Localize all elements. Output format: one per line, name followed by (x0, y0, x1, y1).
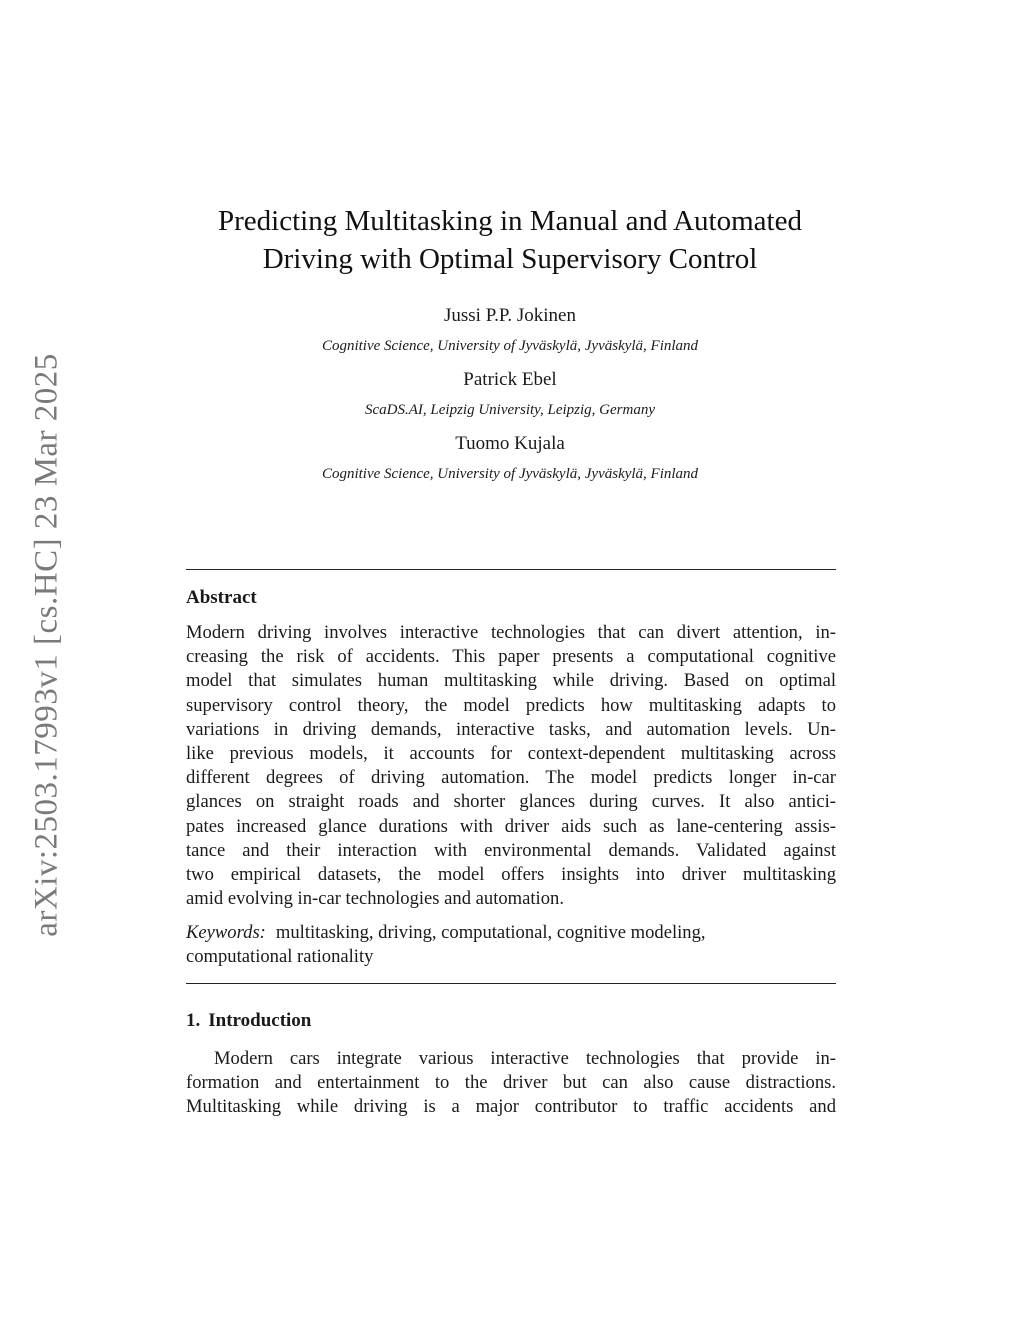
section-title: Introduction (208, 1010, 312, 1031)
abstract-line: pates increased glance durations with driver aids such as lane-centering assis- (186, 815, 836, 837)
author-name-1: Jussi P.P. Jokinen (444, 305, 576, 326)
intro-line: formation and entertainment to the driver but can also cause distractions. (186, 1072, 836, 1094)
paper-title (110, 202, 910, 278)
abstract-line: glances on straight roads and shorter glances during curves. It also antici- (186, 791, 836, 813)
keywords-block (186, 921, 836, 969)
abstract-bottom-rule (186, 983, 836, 984)
abstract-line: different degrees of driving automation. The model predicts longer in-car (186, 767, 836, 789)
abstract-line: like previous models, it accounts for context-dependent multitasking across (186, 743, 836, 765)
keywords-list-part-1: multitasking, driving, computational, cognitive modeling, (275, 922, 706, 943)
author-affiliation-2: ScaDS.AI, Leipzig University, Leipzig, Germany (365, 402, 655, 418)
keywords-label: Keywords: (186, 922, 266, 943)
intro-line: Multitasking while driving is a major contributor to traffic accidents and (186, 1096, 836, 1118)
arxiv-identifier-stamp: arXiv:2503.17993v1 [cs.HC] 23 Mar 2025 (28, 353, 65, 937)
abstract-line: creasing the risk of accidents. This paper presents a computational cognitive (186, 646, 836, 668)
abstract-line: variations in driving demands, interactive tasks, and automation levels. Un- (186, 718, 836, 740)
keywords-line-1 (186, 921, 836, 945)
author-affiliation-1: Cognitive Science, University of Jyväskylä, Jyväskylä, Finland (321, 338, 699, 354)
keywords-list-part-2: computational rationality (186, 946, 374, 968)
abstract-line: supervisory control theory, the model predicts how multitasking adapts to (186, 694, 836, 716)
intro-line: Modern cars integrate various interactive technologies that provide in- (214, 1048, 836, 1069)
section-number: 1. (186, 1010, 201, 1031)
abstract-top-rule (186, 569, 836, 570)
author-name-2: Patrick Ebel (463, 369, 557, 390)
abstract-line: model that simulates human multitasking while driving. Based on optimal (186, 670, 836, 692)
abstract-line: two empirical datasets, the model offers insights into driver multitasking (186, 864, 836, 886)
abstract-line: Modern driving involves interactive technologies that can divert attention, in- (186, 622, 836, 643)
section-heading-introduction (186, 1010, 311, 1032)
abstract-line: tance and their interaction with environmental demands. Validated against (186, 839, 836, 861)
author-affiliation-3: Cognitive Science, University of Jyväskylä, Jyväskylä, Finland (321, 466, 699, 482)
title-line-1: Predicting Multitasking in Manual and Automated (218, 205, 802, 237)
title-line-2: Driving with Optimal Supervisory Control (262, 243, 758, 275)
author-name-3: Tuomo Kujala (455, 433, 565, 454)
abstract-body (186, 621, 836, 911)
abstract-heading: Abstract (186, 587, 257, 608)
introduction-body (186, 1047, 836, 1120)
abstract-line: amid evolving in-car technologies and automation. (186, 888, 564, 910)
